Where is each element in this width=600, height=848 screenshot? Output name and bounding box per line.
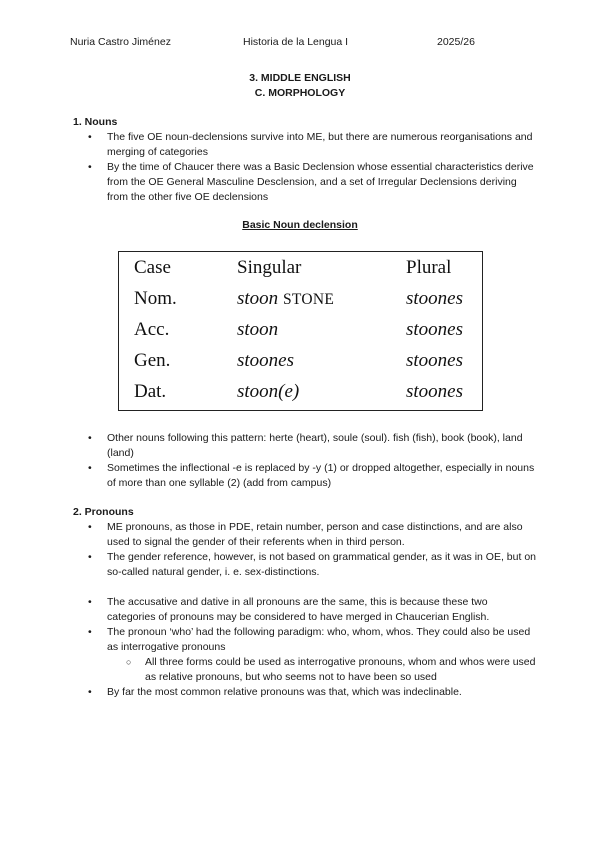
header-author: Nuria Castro Jiménez	[70, 36, 171, 48]
table-cell-plural: stoones	[406, 350, 463, 371]
table-cell-plural: stoones	[406, 319, 463, 340]
list-item: • By the time of Chaucer there was a Basic Declension whose essential characteristics derive from the OE General Masculine Desclension, and a set of Irregular Declensions deriving from the other five OE declensions	[88, 160, 538, 205]
chapter-subtitle: C. MORPHOLOGY	[254, 87, 346, 99]
noun-declension-table	[118, 251, 483, 411]
nouns-bullet-list	[88, 130, 538, 205]
table-header-case: Case	[134, 257, 171, 278]
table-caption: Basic Noun declension	[242, 219, 358, 231]
table-cell-singular: stoon(e)	[237, 381, 300, 402]
table-cell-case: Nom.	[134, 288, 177, 309]
table-header-plural: Plural	[406, 257, 452, 278]
table-cell-singular: stoones	[237, 350, 294, 371]
singular-form: stoon	[237, 288, 279, 309]
table-cell-singular	[237, 288, 334, 310]
table-cell-case: Acc.	[134, 319, 170, 340]
list-item: • By far the most common relative pronouns was that, which was indeclinable.	[88, 685, 538, 700]
header-course: Historia de la Lengua I	[243, 36, 349, 48]
chapter-title: 3. MIDDLE ENGLISH	[249, 72, 351, 84]
section-heading-pronouns: 2. Pronouns	[73, 506, 134, 518]
pronouns-bullet-list	[88, 520, 538, 700]
section-heading-nouns: 1. Nouns	[73, 116, 118, 128]
table-cell-case: Gen.	[134, 350, 171, 371]
sub-bullet-list	[88, 655, 538, 685]
table-cell-case: Dat.	[134, 381, 167, 402]
header-year: 2025/26	[437, 36, 475, 48]
sub-list-item: ○ All three forms could be used as interrogative pronouns, whom and whos were used as relative pronouns, but who seems not to have been so used	[126, 655, 538, 685]
list-item: • The gender reference, however, is not based on grammatical gender, as it was in OE, but on so-called natural gender, i. e. sex-distinctions.	[88, 550, 538, 580]
list-item: • The five OE noun-declensions survive into ME, but there are numerous reorganisations and merging of categories	[88, 130, 538, 160]
list-item: • The pronoun ‘who’ had the following paradigm: who, whom, whos. They could also be used as interrogative pronouns	[88, 625, 538, 655]
table-cell-plural: stoones	[406, 288, 463, 309]
list-item: • Other nouns following this pattern: herte (heart), soule (soul). fish (fish), book (book), land (land)	[88, 431, 538, 461]
nouns-notes-list	[88, 431, 538, 491]
list-item: • The accusative and dative in all pronouns are the same, this is because these two categories of pronouns may be considered to have merged in Chaucerian English.	[88, 595, 538, 625]
list-item: • Sometimes the inflectional -e is replaced by -y (1) or dropped altogether, especially in nouns of more than one syllable (2) (add from campus)	[88, 461, 538, 491]
table-cell-singular: stoon	[237, 319, 279, 340]
list-item: • ME pronouns, as those in PDE, retain number, person and case distinctions, and are also used to signal the gender of their referents when in third person.	[88, 520, 538, 550]
table-header-singular: Singular	[237, 257, 302, 278]
table-cell-plural: stoones	[406, 381, 463, 402]
gloss: STONE	[282, 291, 335, 308]
